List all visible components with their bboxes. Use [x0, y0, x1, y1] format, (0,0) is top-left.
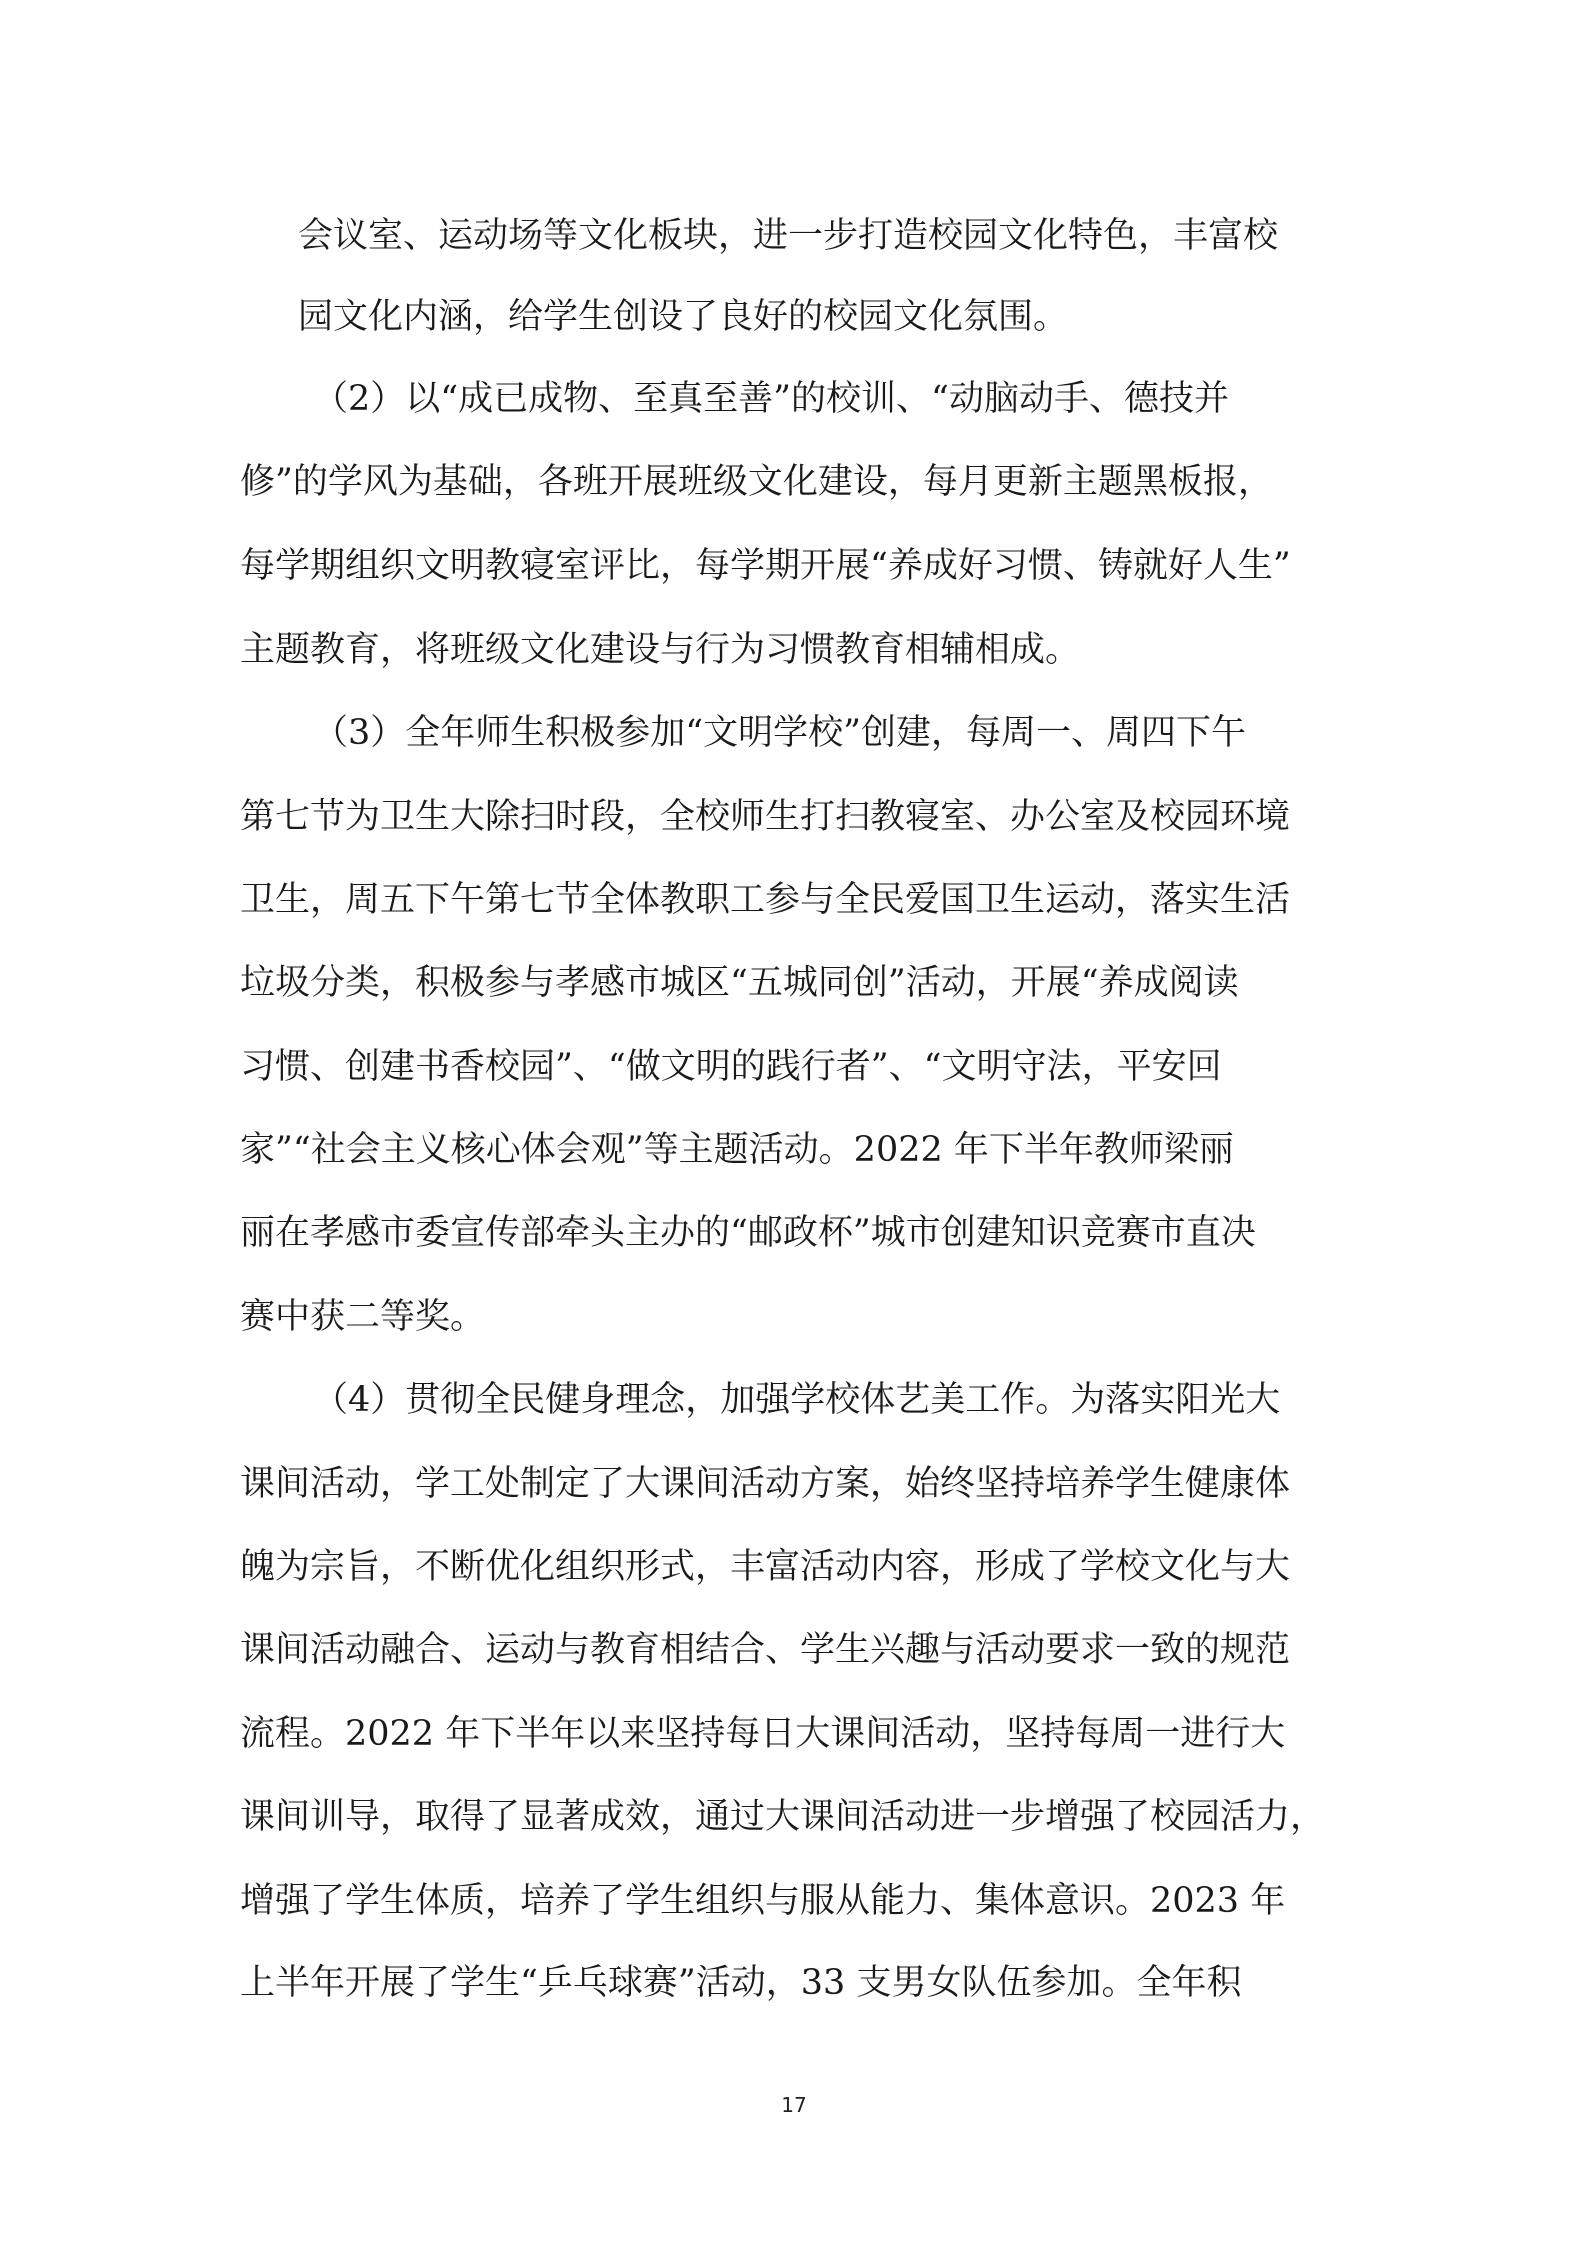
text-line	[0, 1871, 1588, 1931]
text-line-content: 垃圾分类，积极参与孝感市城区“五城同创”活动，开展“养成阅读	[240, 963, 1239, 1003]
text-line	[0, 287, 1588, 347]
text-line-content: 流程。2022 年下半年以来坚持每日大课间活动，坚持每周一进行大	[240, 1714, 1286, 1754]
text-line	[0, 953, 1588, 1013]
text-line-content: 每学期组织文明教寝室评比，每学期开展“养成好习惯、铸就好人生”	[240, 546, 1291, 586]
text-line-content: （2）以“成已成物、至真至善”的校训、“动脑动手、德技并	[313, 379, 1229, 419]
text-line-content: 课间活动融合、运动与教育相结合、学生兴趣与活动要求一致的规范	[240, 1630, 1291, 1670]
text-line-content: 主题教育，将班级文化建设与行为习惯教育相辅相成。	[240, 630, 1081, 670]
text-line	[0, 536, 1588, 596]
text-line-content: 上半年开展了学生“乒乓球赛”活动，33 支男女队伍参加。全年积	[240, 1963, 1242, 2003]
text-line-content: （4）贯彻全民健身理念，加强学校体艺美工作。为落实阳光大	[313, 1380, 1281, 1420]
text-line	[0, 1787, 1588, 1847]
text-line-content: 卫生，周五下午第七节全体教职工参与全民爱国卫生运动，落实生活	[240, 880, 1291, 920]
text-line-content: 会议室、运动场等文化板块，进一步打造校园文化特色，丰富校	[298, 216, 1279, 256]
page-number: 17	[781, 2093, 807, 2117]
text-line	[0, 1037, 1588, 1097]
text-line	[0, 1370, 1588, 1430]
text-line	[0, 703, 1588, 763]
text-line	[0, 620, 1588, 680]
text-line-content: 修”的学风为基础，各班开展班级文化建设，每月更新主题黑板报，	[240, 462, 1273, 502]
text-line-content: 赛中获二等奖。	[240, 1297, 486, 1337]
text-line	[0, 1953, 1588, 2013]
text-line-content: 园文化内涵，给学生创设了良好的校园文化氛围。	[298, 297, 1069, 337]
text-line	[0, 870, 1588, 930]
text-line	[0, 369, 1588, 429]
text-line	[0, 1454, 1588, 1514]
text-line	[0, 1620, 1588, 1680]
text-line	[0, 1704, 1588, 1764]
text-line-content: 习惯、创建书香校园”、“做文明的践行者”、“文明守法，平安回	[240, 1047, 1222, 1087]
text-line-content: 家”“社会主义核心体会观”等主题活动。2022 年下半年教师梁丽	[240, 1130, 1234, 1170]
text-line-content: 课间活动，学工处制定了大课间活动方案，始终坚持培养学生健康体	[240, 1464, 1291, 1504]
text-line-content: 魄为宗旨，不断优化组织形式，丰富活动内容，形成了学校文化与大	[240, 1547, 1291, 1587]
text-line	[0, 1537, 1588, 1597]
text-line	[0, 1203, 1588, 1263]
text-line	[0, 452, 1588, 512]
text-line	[0, 1287, 1588, 1347]
text-line-content: 增强了学生体质，培养了学生组织与服从能力、集体意识。2023 年	[240, 1881, 1286, 1921]
text-line	[0, 1120, 1588, 1180]
text-line-content: 课间训导，取得了显著成效，通过大课间活动进一步增强了校园活力，	[240, 1797, 1326, 1837]
text-line	[0, 787, 1588, 847]
text-line-content: 丽在孝感市委宣传部牵头主办的“邮政杯”城市创建知识竞赛市直决	[240, 1213, 1256, 1253]
text-line-content: 第七节为卫生大除扫时段，全校师生打扫教寝室、办公室及校园环境	[240, 797, 1291, 837]
text-line-content: （3）全年师生积极参加“文明学校”创建，每周一、周四下午	[313, 713, 1247, 753]
text-line	[0, 206, 1588, 266]
